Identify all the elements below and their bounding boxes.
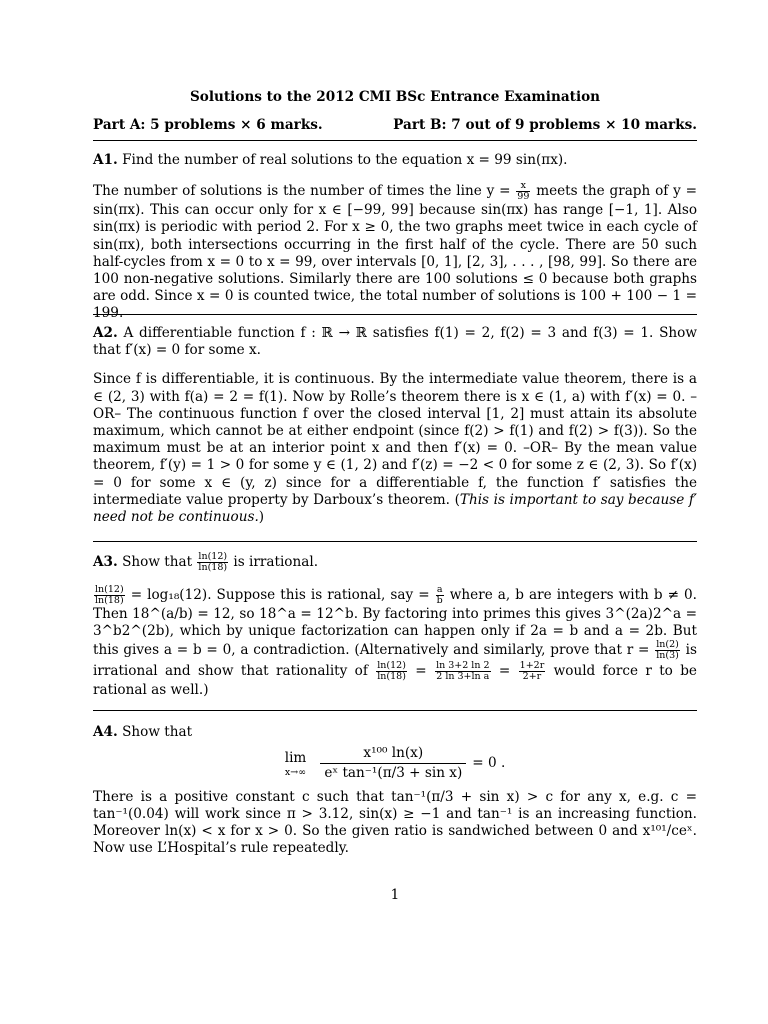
- part-b-summary: Part B: 7 out of 9 problems × 10 marks.: [393, 117, 697, 133]
- a4-question: [93, 724, 697, 741]
- a3-question: [93, 552, 697, 573]
- x-over-99-fraction: [516, 181, 530, 202]
- a1-label: A1.: [93, 152, 118, 168]
- a3-solution-text-1: = log₁₈(12). Suppose this is rational, say =: [130, 587, 430, 603]
- fraction-denominator: ln(18): [198, 562, 228, 573]
- fraction-denominator: 99: [517, 191, 530, 203]
- a-over-b-fraction: [436, 585, 444, 606]
- fraction-denominator: ln(18): [95, 595, 124, 606]
- a1-question: [93, 152, 697, 169]
- fraction-numerator: 1+2r: [519, 660, 545, 672]
- fraction-numerator: x¹⁰⁰ ln(x): [320, 745, 466, 764]
- a3-solution: $\frac{\ln(12)}{\ln(18)}$ = log₁₈(12). Suppose this is rational, say = $\frac{a}{b}$ where a, b are integers with b ≠ 0. Then 18^(a/b) = 12, so 18^a = 12^b. By factoring into primes this gives 3^(2a)2^a = 3^b2^(2b), which by unique factorization can happen only if 2a = b and a = 2b. But this gives a = b = 0, a contradiction. (Alternatively and similarly, prove that r = $\frac{\ln(2)}{\ln(3)}$ is irrational and show that rationality of $\frac{\ln(12)}{\ln(18)}$ = $\frac{\ln 3+2 \ln 2}{\text{2 ln 3+ln a}}$ = $\frac{1+2r}{2+r}$ would force r to be rational as well.): [93, 584, 697, 699]
- problem-a3: [93, 552, 697, 700]
- problem-a4: [93, 724, 697, 857]
- limit-subscript: x→∞: [284, 766, 307, 778]
- fraction-denominator: ln(3): [656, 650, 679, 662]
- problem-a1: [93, 152, 697, 323]
- a2-solution-remark: This is important to say because f′ need not be continuous.: [93, 491, 697, 526]
- limit-equation: [93, 745, 697, 782]
- divider: [93, 314, 697, 315]
- part-a-summary: Part A: 5 problems × 6 marks.: [93, 117, 323, 133]
- limit-result: = 0 .: [472, 755, 506, 772]
- fraction-numerator: ln(12): [377, 660, 406, 672]
- fraction-numerator: ln(12): [198, 551, 228, 562]
- fraction-denominator: 2+r: [522, 671, 542, 683]
- divider: [93, 541, 697, 542]
- fraction-numerator: ln(2): [656, 639, 679, 651]
- a4-question-text: Show that: [122, 724, 193, 740]
- fraction-denominator: 2 ln 3+ln a: [436, 671, 490, 683]
- a1-question-text: Find the number of real solutions to the equation x = 99 sin(πx).: [122, 152, 568, 168]
- a2-solution-text: Since f is differentiable, it is continuous. By the intermediate value theorem, there is a ∈ (2, 3) with f(a) = 2 = f(1). Now by Rolle’s theorem there is x ∈ (1, a) with f′(x) = 0. –OR– The continuous function f over the closed interval [1, 2] must attain its absolute maximum, which cannot be at either endpoint (since f(2) > f(1) and f(2) > f(3)). So the maximum must be at an interior point x and then f′(x) = 0. –OR– By the mean value theorem, f′(y) = 1 > 0 for some y ∈ (1, 2) and f′(z) = −2 < 0 for some z ∈ (2, 3). So f′(x) = 0 for some x ∈ (y, z) since for a differentiable f, the function f′ satisfies the intermediate value property by Darboux’s theorem. (: [93, 371, 697, 508]
- fraction-denominator: eˣ tan⁻¹(π/3 + sin x): [324, 765, 463, 782]
- divider: [93, 140, 697, 141]
- fraction-numerator: ln 3+2 ln 2: [436, 660, 490, 672]
- fraction-numerator: x: [516, 181, 530, 192]
- a3-solution-text-4: would force r to be rational as well.): [93, 663, 697, 699]
- a3-solution-text-3: is irrational and show that rationality of: [93, 642, 697, 680]
- a1-solution-text-2: meets the graph of y = sin(πx). This can occur only for x ∈ [−99, 99] because sin(πx) has range [−1, 1]. Also sin(πx) is periodic with period 2. For x ≥ 0, the two graphs meet twice in each cycle of sin(πx), both intersections occurring in the first half of the cycle. There are 50 such half-cycles from x = 0 to x = 99, over intervals [0, 1], [2, 3], . . . , [98, 99]. So there are 100 non-negative solutions. Similarly there are 100 solutions ≤ 0 because both graphs are odd. Since x = 0 is counted twice, the total number of solutions is 100 + 100 − 1 = 199.: [93, 183, 697, 322]
- fraction-denominator: b: [436, 595, 443, 606]
- a3-question-text-2: is irrational.: [233, 554, 319, 570]
- r-expression-fraction: [519, 661, 546, 682]
- limit-operator: [285, 750, 307, 777]
- log-ratio-fraction: [376, 661, 407, 682]
- a4-solution: There is a positive constant c such that tan⁻¹(π/3 + sin x) > c for any x, e.g. c = tan⁻¹(0.04) will work since π > 3.12, sin(x) ≥ −1 and tan⁻¹ is an increasing function. Moreover ln(x) < x for x > 0. So the given ratio is sandwiched between 0 and x¹⁰¹/ceˣ. Now use L’Hospital’s rule repeatedly.: [93, 788, 697, 857]
- a3-solution-text-2: where a, b are integers with b ≠ 0. Then 18^(a/b) = 12, so 18^a = 12^b. By factoring into primes this gives 3^(2a)2^a = 3^b2^(2b), which by unique factorization can happen only if 2a = b and a = 2b. But this gives a = b = 0, a contradiction. (Alternatively and similarly, prove that r =: [93, 587, 697, 659]
- a3-question-text-1: Show that: [122, 554, 193, 570]
- a2-solution-close: ): [258, 509, 265, 526]
- a2-question: [93, 325, 697, 359]
- fraction-numerator: a: [436, 584, 443, 595]
- exam-solutions-page: [93, 0, 697, 1024]
- limit-fraction: [320, 745, 466, 782]
- a1-solution: [93, 181, 697, 322]
- r-fraction: [655, 640, 680, 661]
- expanded-log-fraction: [435, 661, 490, 682]
- problem-a2: [93, 325, 697, 526]
- marks-summary: [93, 117, 697, 134]
- a2-solution: [93, 371, 697, 526]
- page-number: 1: [390, 887, 400, 903]
- fraction-denominator: ln(18): [377, 671, 406, 683]
- log-ratio-fraction: [94, 585, 125, 606]
- a2-question-text: A differentiable function f : ℝ → ℝ satisfies f(1) = 2, f(2) = 3 and f(3) = 1. Show that f′(x) = 0 for some x.: [93, 325, 697, 359]
- limit-symbol: lim: [284, 750, 307, 767]
- log-ratio-fraction: [197, 552, 228, 573]
- a3-label: A3.: [93, 554, 118, 570]
- a2-label: A2.: [93, 325, 118, 341]
- divider: [93, 710, 697, 711]
- a1-solution-text-1: The number of solutions is the number of times the line y =: [93, 183, 511, 200]
- page-title: Solutions to the 2012 CMI BSc Entrance Examination: [189, 89, 601, 105]
- a4-label: A4.: [93, 724, 118, 740]
- fraction-numerator: ln(12): [95, 584, 124, 595]
